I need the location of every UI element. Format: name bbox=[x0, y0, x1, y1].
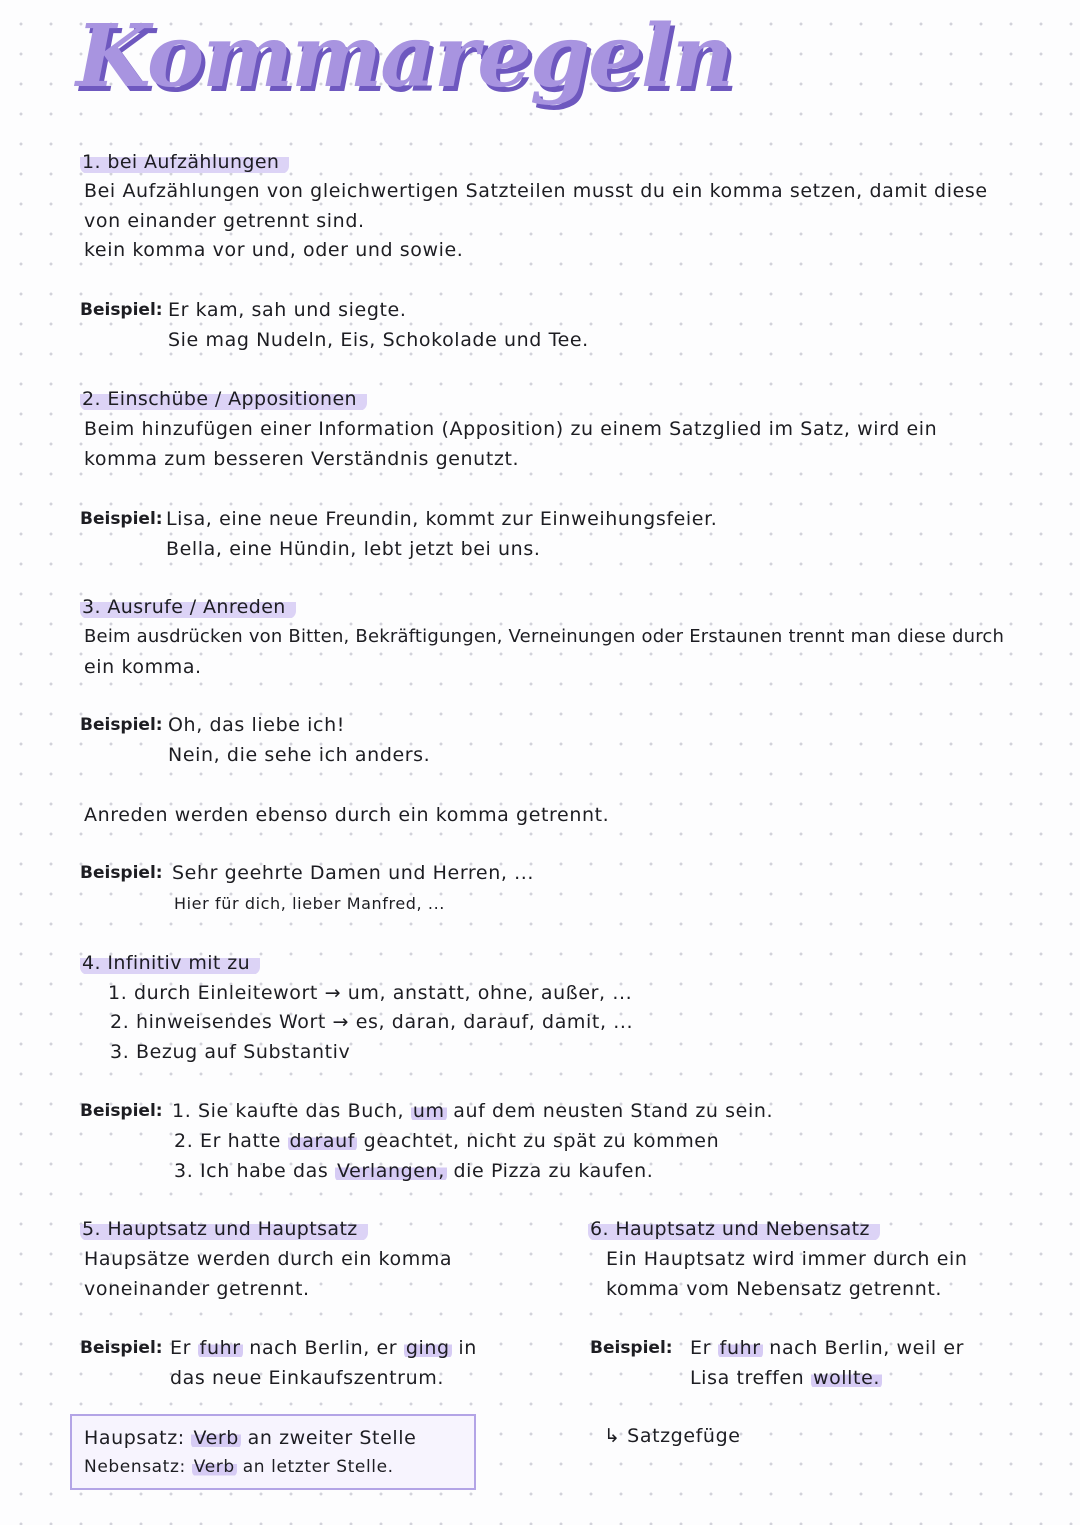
section-4-item-3: 3. Bezug auf Substantiv bbox=[110, 1041, 351, 1063]
section-6-example-label: Beispiel: bbox=[590, 1338, 673, 1358]
highlight-ging: ging bbox=[405, 1337, 450, 1359]
section-3-example-label: Beispiel: bbox=[80, 715, 163, 735]
section-5-line-1: Haupsätze werden durch ein komma bbox=[84, 1248, 453, 1270]
summary-hauptsatz: Haupsatz: Verb an zweiter Stelle bbox=[84, 1427, 417, 1449]
section-2-example-1: Lisa, eine neue Freundin, kommt zur Einweihungsfeier. bbox=[166, 508, 718, 530]
highlight-fuhr: fuhr bbox=[199, 1337, 241, 1359]
section-4-example-3: 3. Ich habe das Verlangen, die Pizza zu kaufen. bbox=[174, 1160, 654, 1182]
section-3-example-2: Nein, die sehe ich anders. bbox=[168, 744, 431, 766]
section-5-example-2: das neue Einkaufszentrum. bbox=[170, 1367, 444, 1389]
section-3-note: Anreden werden ebenso durch ein komma getrennt. bbox=[84, 804, 610, 826]
section-2-line-2: komma zum besseren Verständnis genutzt. bbox=[84, 448, 520, 470]
section-3-line-2: ein komma. bbox=[84, 656, 202, 678]
section-3-example-3: Sehr geehrte Damen und Herren, ... bbox=[172, 862, 535, 884]
summary-box bbox=[70, 1414, 476, 1490]
section-1-line-3: kein komma vor und, oder und sowie. bbox=[84, 239, 464, 261]
section-6-example-1: Er fuhr nach Berlin, weil er bbox=[690, 1337, 965, 1359]
section-4-item-2: 2. hinweisendes Wort → es, daran, darauf, damit, ... bbox=[110, 1011, 634, 1033]
section-6-example-2: Lisa treffen wollte. bbox=[690, 1367, 881, 1389]
highlight-darauf: darauf bbox=[289, 1130, 356, 1152]
highlight-wollte: wollte. bbox=[812, 1367, 881, 1389]
section-6-heading: 6. Hauptsatz und Nebensatz bbox=[588, 1217, 880, 1241]
section-1-line-2: von einander getrennt sind. bbox=[84, 210, 365, 232]
highlight-verb-2: Verb bbox=[193, 1457, 235, 1477]
section-6-note: ↳ Satzgefüge bbox=[604, 1425, 741, 1447]
section-6-line-1: Ein Hauptsatz wird immer durch ein bbox=[606, 1248, 968, 1270]
highlight-um: um bbox=[412, 1100, 445, 1122]
section-1-heading: 1. bei Aufzählungen bbox=[80, 150, 289, 174]
section-2-example-2: Bella, eine Hündin, lebt jetzt bei uns. bbox=[166, 538, 541, 560]
section-3-line-1: Beim ausdrücken von Bitten, Bekräftigungen, Verneinungen oder Erstaunen trennt man diese durch bbox=[84, 626, 1005, 647]
section-3-example-label-2: Beispiel: bbox=[80, 863, 163, 883]
section-2-heading: 2. Einschübe / Appositionen bbox=[80, 387, 367, 411]
section-1-example-label: Beispiel: bbox=[80, 300, 163, 320]
section-3-example-4: Hier für dich, lieber Manfred, ... bbox=[174, 894, 445, 913]
section-1-line-1: Bei Aufzählungen von gleichwertigen Satzteilen musst du ein komma setzen, damit diese bbox=[84, 180, 988, 202]
section-1-example-1: Er kam, sah und siegte. bbox=[168, 299, 407, 321]
highlight-verlangen: Verlangen, bbox=[337, 1160, 445, 1182]
section-2-line-1: Beim hinzufügen einer Information (Apposition) zu einem Satzglied im Satz, wird ein bbox=[84, 418, 938, 440]
section-5-example-1: Er fuhr nach Berlin, er ging in bbox=[170, 1337, 477, 1359]
section-4-example-1: 1. Sie kaufte das Buch, um auf dem neusten Stand zu sein. bbox=[172, 1100, 774, 1122]
section-3-example-1: Oh, das liebe ich! bbox=[168, 714, 345, 736]
section-6-line-2: komma vom Nebensatz getrennt. bbox=[606, 1278, 943, 1300]
section-5-example-label: Beispiel: bbox=[80, 1338, 163, 1358]
highlight-verb-1: Verb bbox=[193, 1427, 239, 1449]
section-4-example-label: Beispiel: bbox=[80, 1101, 163, 1121]
section-1-example-2: Sie mag Nudeln, Eis, Schokolade und Tee. bbox=[168, 329, 589, 351]
section-4-example-2: 2. Er hatte darauf geachtet, nicht zu spät zu kommen bbox=[174, 1130, 720, 1152]
section-4-heading: 4. Infinitiv mit zu bbox=[80, 951, 260, 975]
section-3-heading: 3. Ausrufe / Anreden bbox=[80, 595, 296, 619]
page-title: Kommaregeln bbox=[76, 6, 733, 107]
section-5-heading: 5. Hauptsatz und Hauptsatz bbox=[80, 1217, 368, 1241]
summary-nebensatz: Nebensatz: Verb an letzter Stelle. bbox=[84, 1457, 394, 1477]
section-4-item-1: 1. durch Einleitewort → um, anstatt, ohne, außer, ... bbox=[108, 982, 633, 1004]
section-2-example-label: Beispiel: bbox=[80, 509, 163, 529]
highlight-fuhr-2: fuhr bbox=[719, 1337, 761, 1359]
section-5-line-2: voneinander getrennt. bbox=[84, 1278, 310, 1300]
